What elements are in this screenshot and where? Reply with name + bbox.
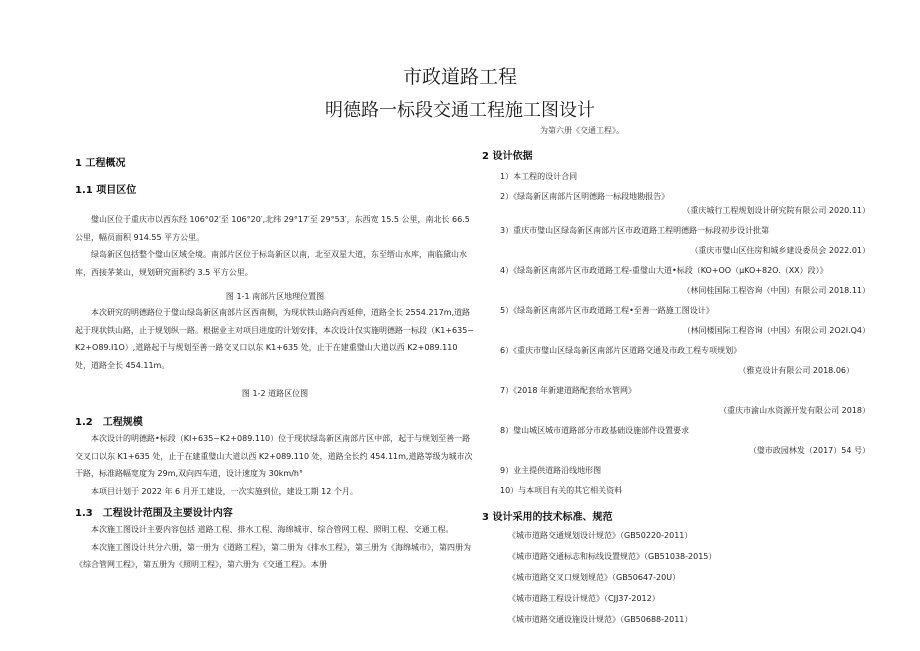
section-1-heading: 1 工程概况 bbox=[75, 158, 126, 169]
reference-text: 8）璧山城区城市道路部分市政基础设施部件设置要求 bbox=[500, 426, 690, 435]
reference-source: （重庆市璧山区住房和城乡建设委员会 2022.01） bbox=[690, 246, 870, 255]
reference-text: 2）《绿岛新区南部片区明德路一标段地勘报告》 bbox=[500, 192, 670, 201]
document-title: 市政道路工程 bbox=[402, 66, 517, 88]
section-2-heading: 2 设计依据 bbox=[482, 151, 533, 162]
document-subtitle: 明德路一标段交通工程施工图设计 bbox=[325, 100, 595, 121]
standard-item: 《城市道路交通设施设计规范》（GB50688-2011） bbox=[508, 615, 693, 624]
scope-paragraph: 本次施工图设计主要内容包括 道路工程、排水工程、海绵城市、综合管网工程、照明工程、交通工程。 bbox=[91, 525, 454, 534]
right-column bbox=[482, 147, 870, 627]
left-column bbox=[75, 150, 475, 574]
reference-text: 6）《重庆市璧山区绿岛新区南部片区道路交通及市政工程专项规划》 bbox=[500, 346, 742, 355]
section-1-1-heading: 1.1 项目区位 bbox=[75, 185, 137, 196]
standard-item: 《城市道路交叉口规划规范》（GB50647-20U） bbox=[508, 573, 681, 582]
reference-item bbox=[500, 384, 870, 418]
section-1-3-heading: 1.3 工程设计范围及主要设计内容 bbox=[75, 508, 233, 519]
reference-source: （林同桂国际工程咨询（中国）有限公司 2018.11） bbox=[682, 286, 870, 295]
reference-item bbox=[500, 304, 870, 338]
road-description-paragraph: 本次研究的明德路位于璧山绿岛新区南部片区西南侧，为现状铁山路向西延伸，道路全长 2554.217m,道路起于现状铁山路，止于规划纵一路。根据业主对项目进度的计划安排，本次设计仅实施明德路一标段（K1+635~K2+O89.I1O）,道路起于与规划至善一路交叉口以东 K1+635 处，止于在建重璧山大道以西 K2+089.110 处，道路全长 454.11m。 bbox=[75, 308, 475, 370]
reference-text: 10）与本项目有关的其它相关资料 bbox=[500, 486, 623, 495]
reference-source: （璧市政园林发（2017）54 号） bbox=[748, 446, 870, 455]
reference-source: （林同楼国际工程咨询（中国）有限公司 2O2I.Q4） bbox=[682, 326, 870, 335]
reference-source: （重庆城行工程规划设计研究院有限公司 2020.11） bbox=[682, 206, 870, 215]
standards-list bbox=[482, 529, 870, 627]
figure-1-1-caption: 图 1-1 南部片区地理位置图 bbox=[225, 292, 325, 301]
volume-note-fragment: 为第六册《交通工程》。 bbox=[540, 126, 624, 135]
reference-item bbox=[500, 190, 870, 218]
district-paragraph: 绿岛新区包括整个璧山区域全境。南部片区位于标岛新区以南，北至双星大道，东至缙山水库，南临黛山水库，西接茅莱山，规划研究面积约 3.5 平方公里。 bbox=[75, 250, 467, 277]
standard-item: 《城市道路工程设计规范》（CJJ37-2012） bbox=[508, 594, 660, 603]
reference-text: 1）本工程的设计合同 bbox=[500, 172, 578, 181]
figure-1-2-caption: 图 1-2 道路区位图 bbox=[241, 389, 309, 398]
scale-paragraph: 本次设计的明德路•标段（KI+635~K2+089.110）位于现状绿岛新区南部片区中部，起于与规划至善一路交叉口以东 K1+635 处，止于在建重璧山大道以西 K2+089.110 处，道路全长约 454.11m,道路等级为城市次干路，标准路幅宽度为 29m,双向四车道，设计速度为 30km/h° bbox=[75, 434, 473, 478]
volumes-paragraph: 本次施工图设计共分六册，第一册为《道路工程》，第二册为《排水工程》，第三册为《海绵城市》，第四册为《综合管网工程》，第五册为《照明工程》，第六册为《交通工程》。本册 bbox=[75, 542, 471, 569]
reference-item bbox=[500, 224, 870, 258]
reference-item bbox=[500, 344, 870, 378]
reference-text: 3）重庆市璧山区绿岛新区南部片区市政道路工程明德路一标段初步设计批第 bbox=[500, 226, 770, 235]
section-3-heading: 3 设计采用的技术标准、规范 bbox=[482, 512, 613, 523]
reference-text: 4）《绿岛新区南部片区市政道路工程-重璧山大道•标段（KO+OO（μKO+82O.（XX）段）》 bbox=[500, 266, 828, 275]
reference-item bbox=[500, 464, 870, 478]
reference-source: （重庆市渝山水资源开发有限公司 2018） bbox=[719, 406, 870, 415]
reference-item bbox=[500, 484, 870, 498]
standard-item: 《城市道路交通标志和标线设置规范》（GB51038-2015） bbox=[508, 552, 717, 561]
reference-item bbox=[500, 264, 870, 298]
section-1-2-heading: 1.2 工程规模 bbox=[75, 417, 143, 428]
reference-list bbox=[482, 170, 870, 498]
reference-text: 7）《2018 年新建道路配套给水管网》 bbox=[500, 386, 636, 395]
location-paragraph: 璧山区位于重庆市以西东经 106°02′至 106°20′,北纬 29°17′至 29°53′，东西宽 15.5 公里，南北长 66.5 公里，幅员面积 914.55 平方公里。 bbox=[75, 215, 470, 242]
reference-text: 9）业主提供道路沿线地形图 bbox=[500, 466, 602, 475]
reference-source: （雅克设计有限公司 2018.06） bbox=[738, 366, 854, 375]
schedule-paragraph: 本项目计划于 2022 年 6 月开工建设，一次实施到位，建设工期 12 个月。 bbox=[91, 486, 358, 496]
reference-item bbox=[500, 170, 870, 184]
standard-item: 《城市道路交通规划设计规范》（GB50220-2011） bbox=[508, 531, 693, 540]
reference-item bbox=[500, 424, 870, 458]
reference-text: 5）《绿岛新区南部片区市政道路工程•至善一路施工图设计》 bbox=[500, 306, 714, 315]
